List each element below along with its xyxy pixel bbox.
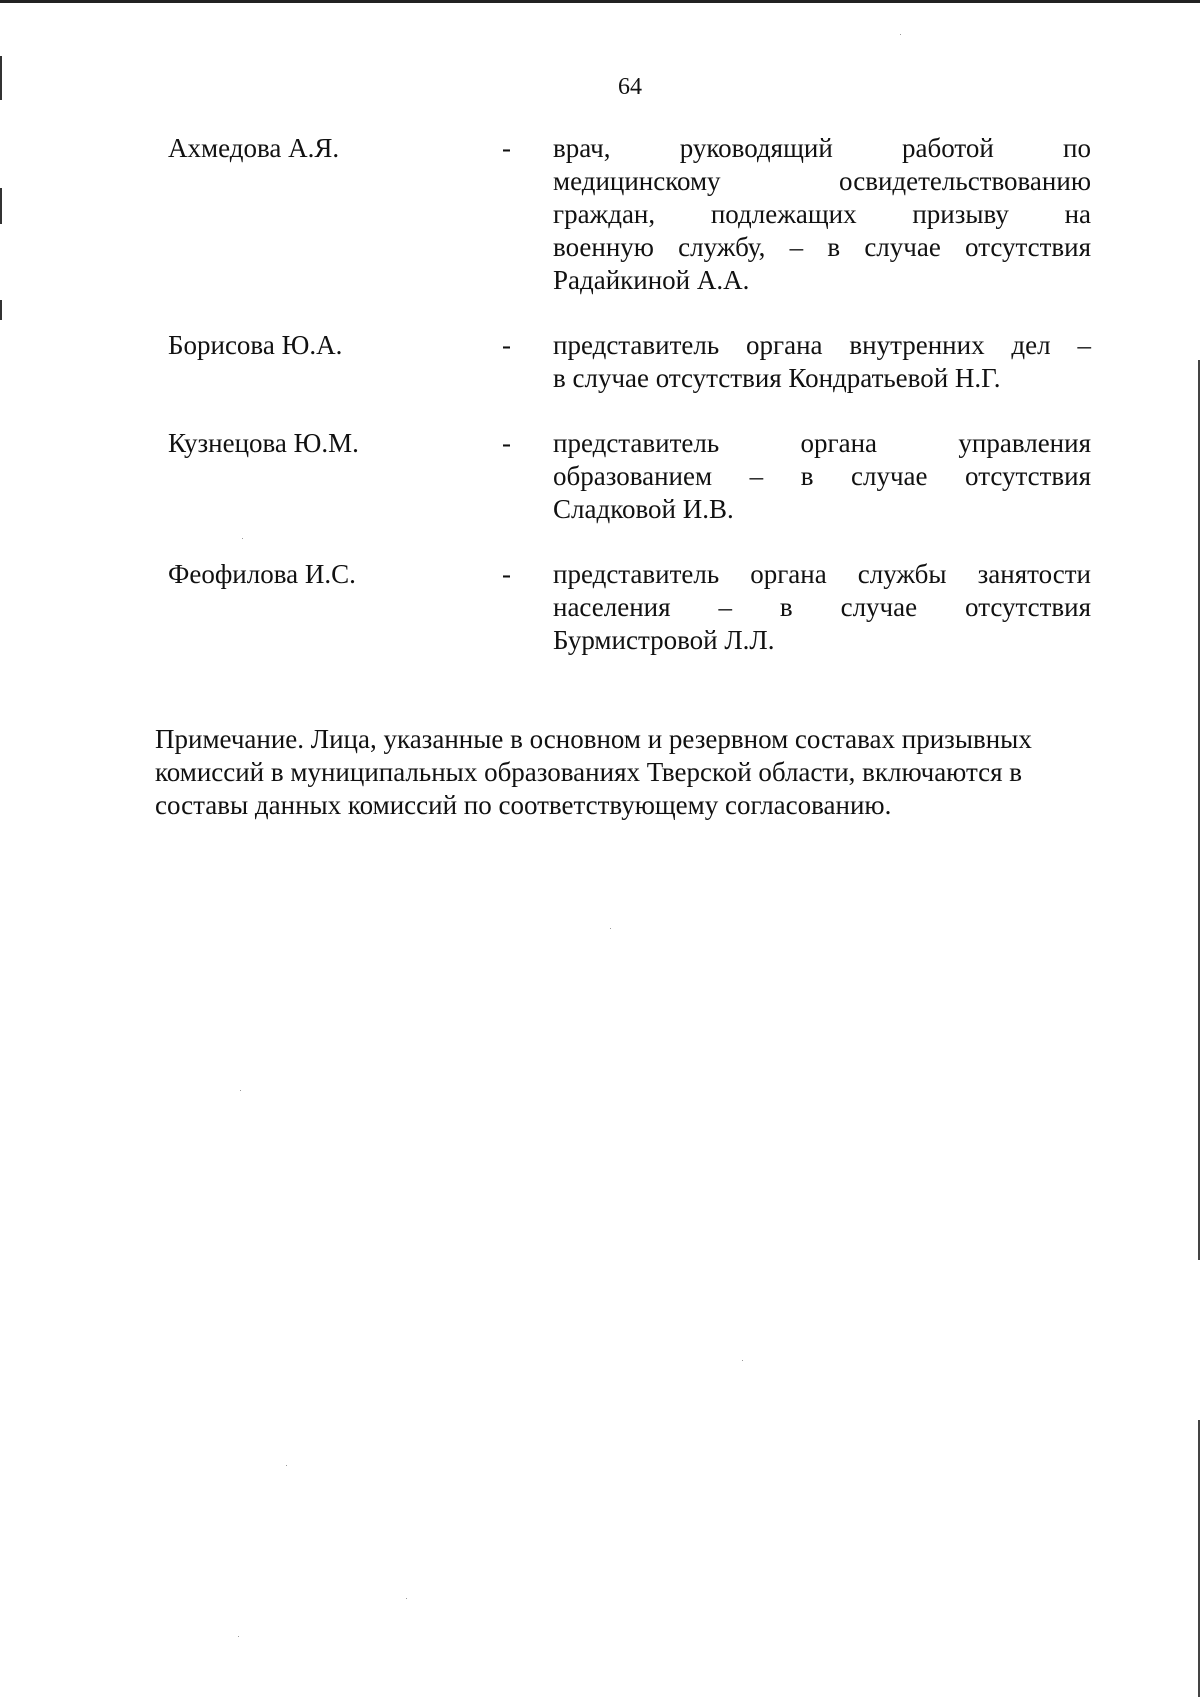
entry-name: Феофилова И.С.: [168, 559, 356, 589]
description-line: представитель органа внутренних дел –: [553, 330, 1091, 360]
scan-speck: [240, 1090, 241, 1091]
description-line: врач, руководящий работой по: [553, 133, 1091, 163]
entry-description: [553, 329, 1091, 395]
scan-edge-mark: [0, 300, 2, 320]
entry-dash: -: [502, 133, 511, 163]
description-line: представитель органа службы занятости: [553, 559, 1091, 589]
entry-dash: -: [502, 330, 511, 360]
scan-speck: [610, 928, 611, 929]
note-line: комиссий в муниципальных образованиях Тверской области, включаются в: [155, 757, 1023, 787]
scan-edge-mark: [0, 188, 2, 224]
description-line: образованием – в случае отсутствия: [553, 461, 1091, 491]
entry-dash: -: [502, 559, 511, 589]
page-number: 64: [618, 74, 642, 100]
description-line: Бурмистровой Л.Л.: [553, 625, 775, 655]
description-line: военную службу, – в случае отсутствия: [553, 232, 1091, 262]
scan-speck: [900, 34, 901, 35]
scan-speck: [406, 1598, 407, 1599]
entry-name: Ахмедова А.Я.: [168, 133, 340, 163]
entry-description: [553, 558, 1091, 657]
description-line: Сладковой И.В.: [553, 494, 734, 524]
note-line: составы данных комиссий по соответствующему согласованию.: [155, 790, 892, 820]
description-line: в случае отсутствия Кондратьевой Н.Г.: [553, 363, 1001, 393]
note-line: Примечание. Лица, указанные в основном и резервном составах призывных: [155, 724, 1032, 754]
scan-edge-top: [0, 0, 1200, 3]
description-line: представитель органа управления: [553, 428, 1091, 458]
description-line: граждан, подлежащих призыву на: [553, 199, 1091, 229]
scan-speck: [742, 1360, 743, 1361]
note-paragraph: [155, 723, 1090, 822]
description-line: Радайкиной А.А.: [553, 265, 750, 295]
scan-speck: [242, 538, 243, 539]
scan-speck: [238, 1636, 239, 1637]
entry-dash: -: [502, 428, 511, 458]
scan-speck: [286, 1465, 287, 1466]
entry-name: Борисова Ю.А.: [168, 330, 343, 360]
description-line: медицинскому освидетельствованию: [553, 166, 1091, 196]
entry-description: [553, 427, 1091, 526]
entry-name: Кузнецова Ю.М.: [168, 428, 359, 458]
entry-description: [553, 132, 1091, 297]
description-line: населения – в случае отсутствия: [553, 592, 1091, 622]
